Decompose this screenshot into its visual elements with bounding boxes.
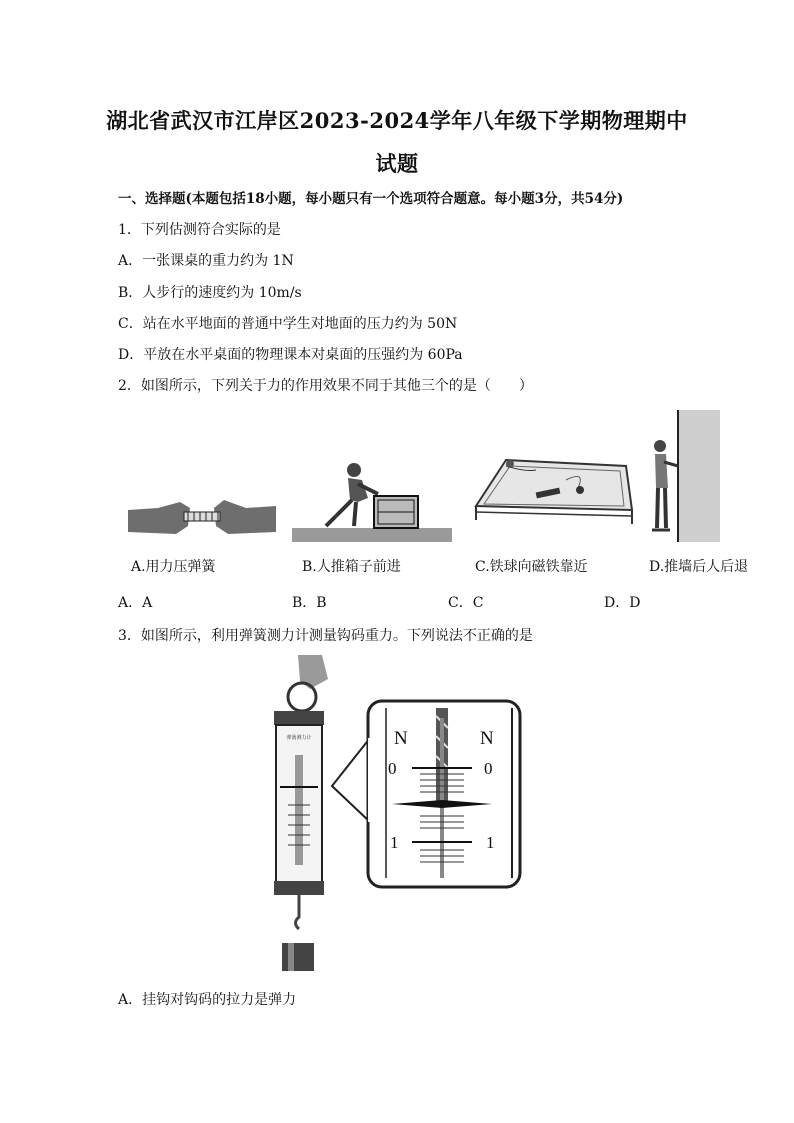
caption-d: D.推墙后人后退 (649, 559, 749, 575)
question-1-stem: 1．下列估测符合实际的是 (118, 222, 281, 238)
question-2-stem: 2．如图所示，下列关于力的作用效果不同于其他三个的是（ ） (118, 378, 533, 394)
scale-one-left: 1 (390, 833, 399, 852)
question-1-option-d: D．平放在水平桌面的物理课本对桌面的压强约为 60Pa (118, 347, 463, 363)
question-1-option-c: C．站在水平地面的普通中学生对地面的压力约为 50N (118, 316, 458, 332)
scale-zero-right: 0 (484, 759, 493, 778)
figure-spring-scale (270, 655, 330, 975)
caption-b: B.人推箱子前进 (302, 559, 401, 575)
question-2-option-d: D．D (604, 595, 641, 611)
scale-unit-right: N (480, 728, 494, 749)
figure-ball-magnet (466, 446, 634, 542)
figure-scale-zoom (332, 698, 524, 890)
scale-one-right: 1 (486, 833, 495, 852)
caption-c: C.铁球向磁铁靠近 (475, 559, 588, 575)
question-2-option-b: B．B (292, 595, 327, 611)
figure-spring-press (128, 492, 276, 542)
scale-unit-left: N (394, 728, 408, 749)
question-2-option-a: A．A (118, 595, 153, 611)
figure-push-box (292, 458, 452, 542)
question-2-option-c: C．C (448, 595, 484, 611)
section-header: 一、选择题(本题包括18小题，每小题只有一个选项符合题意。每小题3分，共54分) (118, 191, 624, 207)
question-3-option-a: A．挂钩对钩码的拉力是弹力 (118, 992, 297, 1008)
spring-scale-device-label: 弹簧测力计 (286, 735, 312, 741)
caption-a: A.用力压弹簧 (131, 559, 216, 575)
figure-push-wall (648, 410, 720, 542)
question-1-option-a: A．一张课桌的重力约为 1N (118, 253, 294, 269)
question-1-option-b: B．人步行的速度约为 10m/s (118, 285, 302, 301)
scale-zero-left: 0 (388, 759, 397, 778)
page-title-line2: 试题 (375, 151, 419, 176)
page-title: 湖北省武汉市江岸区2023-2024学年八年级下学期物理期中 (106, 108, 688, 133)
question-3-stem: 3．如图所示，利用弹簧测力计测量钩码重力。下列说法不正确的是 (118, 628, 533, 644)
